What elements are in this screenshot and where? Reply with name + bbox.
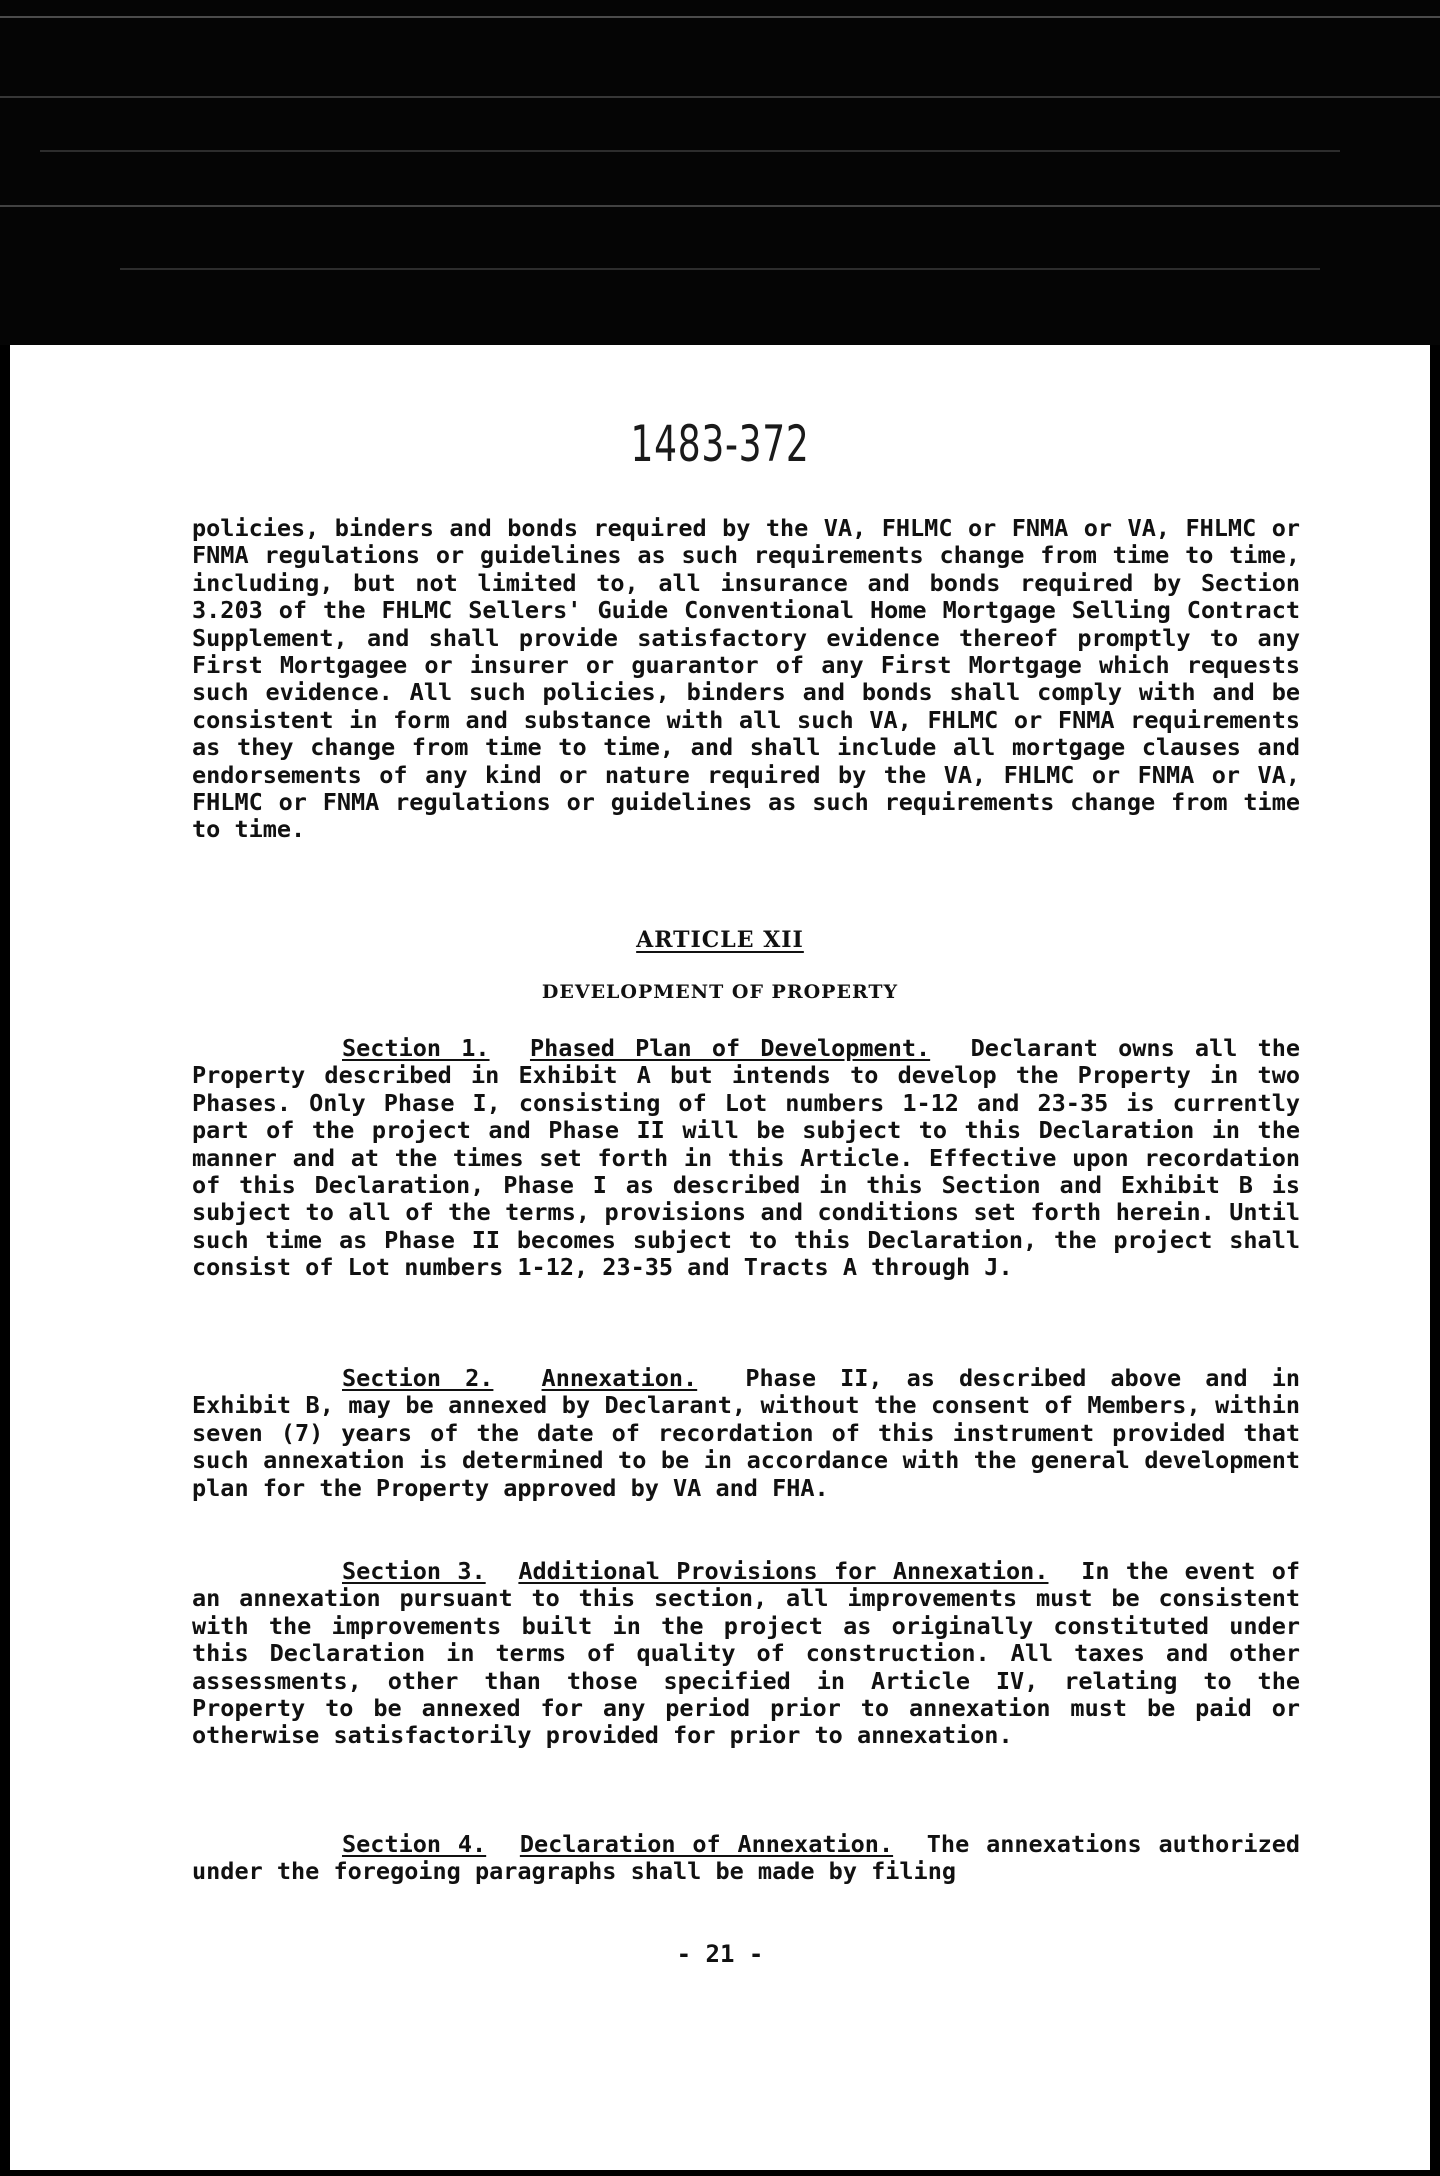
document-page bbox=[10, 345, 1430, 2170]
section-1-title: Phased Plan of Development. bbox=[529, 1034, 931, 1062]
section-2-label: Section 2. bbox=[342, 1364, 494, 1392]
page-number: - 21 - bbox=[676, 1940, 764, 1968]
book-page-stamp: 1483-372 bbox=[630, 415, 810, 473]
section-3-body: In the event of an annexation pursuant to this section, all improvements must be consistent with the improvements built in the project as originally constituted under this Declaration in terms of quality of construction. All taxes and other assessments, other than those specified in Article IV, relating to the Property to be annexed for any period prior to annexation must be paid or otherwise satisfactorily provided for prior to annexation. bbox=[192, 1557, 1301, 1750]
section-2-title: Annexation. bbox=[541, 1364, 698, 1392]
section-2 bbox=[192, 1365, 1300, 1502]
article-heading bbox=[10, 927, 1430, 953]
scan-black-border bbox=[0, 0, 1440, 345]
scan-streak bbox=[120, 268, 1320, 270]
section-3-label: Section 3. bbox=[342, 1557, 486, 1585]
scan-streak bbox=[0, 16, 1440, 18]
scan-streak bbox=[0, 205, 1440, 207]
article-subheading: DEVELOPMENT OF PROPERTY bbox=[541, 981, 899, 1003]
section-4-body: The annexations authorized under the foregoing paragraphs shall be made by filing bbox=[192, 1830, 1301, 1886]
section-3-title: Additional Provisions for Annexation. bbox=[518, 1557, 1049, 1585]
section-1-label: Section 1. bbox=[342, 1034, 490, 1062]
section-4-label: Section 4. bbox=[342, 1830, 487, 1858]
scan-streak bbox=[0, 96, 1440, 98]
article-heading-text: ARTICLE XII bbox=[636, 927, 804, 953]
paragraph-intro: policies, binders and bonds required by the VA, FHLMC or FNMA or VA, FHLMC or FNMA regulations or guidelines as such requirements change from time to time, including, but not limited to, all insurance and bonds required by Section 3.203 of the FHLMC Sellers' Guide Conventional Home Mortgage Selling Contract Supplement, and shall provide satisfactory evidence thereof promptly to any First Mortgagee or insurer or guarantor of any First Mortgage which requests such evidence. All such policies, binders and bonds shall comply with and be consistent in form and substance with all such VA, FHLMC or FNMA requirements as they change from time to time, and shall include all mortgage clauses and endorsements of any kind or nature required by the VA, FHLMC or FNMA or VA, FHLMC or FNMA regulations or guidelines as such requirements change from time to time. bbox=[192, 514, 1300, 844]
document-body bbox=[10, 345, 1430, 2170]
section-4-title: Declaration of Annexation. bbox=[519, 1830, 894, 1858]
section-3 bbox=[192, 1558, 1300, 1750]
scan-streak bbox=[40, 150, 1340, 152]
section-1 bbox=[192, 1035, 1300, 1282]
section-2-body: Phase II, as described above and in Exhibit B, may be annexed by Declarant, without the consent of Members, within seven (7) years of the date of recordation of this instrument provided that such annexation is determined to be in accordance with the general development plan for the Property approved by VA and FHA. bbox=[192, 1364, 1301, 1502]
section-1-body: Declarant owns all the Property described in Exhibit A but intends to develop the Property in two Phases. Only Phase I, consisting of Lot numbers 1-12 and 23-35 is currently part of the project and Phase II will be subject to this Declaration in the manner and at the times set forth in this Article. Effective upon recordation of this Declaration, Phase I as described in this Section and Exhibit B is subject to all of the terms, provisions and conditions set forth herein. Until such time as Phase II becomes subject to this Declaration, the project shall consist of Lot numbers 1-12, 23-35 and Tracts A through J. bbox=[192, 1034, 1301, 1282]
section-4 bbox=[192, 1831, 1300, 1886]
